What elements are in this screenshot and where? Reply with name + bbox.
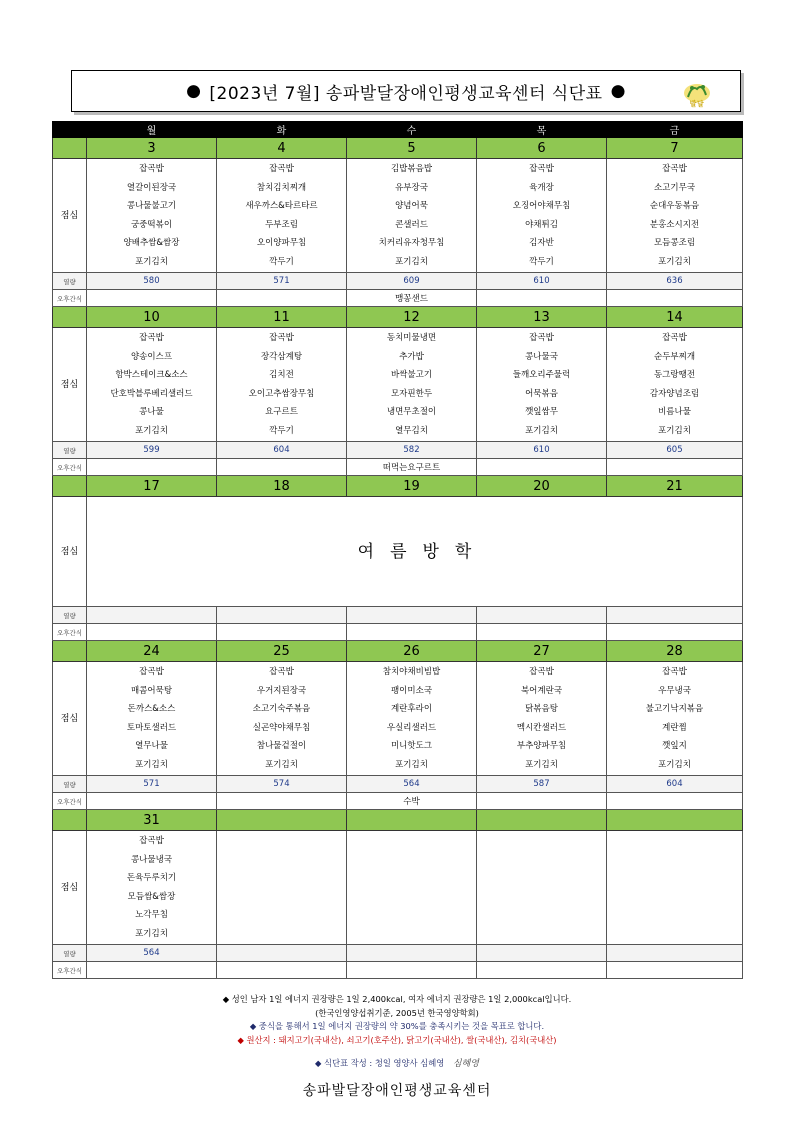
date-cell: 26 [347,641,477,662]
logo-text: 발달 [689,100,705,108]
menu-item: 요구르트 [265,407,298,418]
menu-item: 양배추쌈&쌈장 [123,238,180,249]
menu-item: 단호박블루베리샐러드 [110,388,193,399]
lunch-menu-cell [347,831,477,945]
menu-item: 소고기무국 [653,182,696,193]
kcal-label: 열량 [53,945,87,962]
snack-cell [347,962,477,979]
menu-item: 야채튀김 [525,219,558,230]
menu-item: 두부조림 [265,219,298,230]
menu-item: 실곤약야채무침 [252,722,311,733]
snack-cell: 떠먹는요구르트 [347,459,477,476]
date-cell: 13 [477,307,607,328]
menu-item: 김자반 [529,238,554,249]
snack-cell [477,290,607,307]
date-cell: 28 [607,641,743,662]
lunch-menu-cell [607,328,743,442]
lunch-menu-cell [477,328,607,442]
kcal-cell: 582 [347,442,477,459]
menu-item: 모듬콩조림 [653,238,696,249]
kcal-cell: 580 [87,273,217,290]
menu-item: 북어계란국 [520,685,563,696]
snack-cell [477,624,607,641]
date-cell [347,810,477,831]
snack-cell [477,459,607,476]
menu-item: 들깨오리주물럭 [512,370,571,381]
lunch-label: 점심 [53,497,87,607]
menu-item: 잡곡밥 [662,667,687,677]
lunch-menu-cell [477,159,607,273]
menu-item: 순두부찌개 [653,351,696,362]
date-row-label [53,307,87,328]
snack-row [53,459,743,476]
date-row-label [53,138,87,159]
kcal-cell [87,607,217,624]
menu-item: 매콤어묵탕 [130,685,173,696]
menu-item: 냉면무초절이 [386,407,437,418]
snack-cell [217,459,347,476]
menu-item: 깻잎쌈무 [525,407,558,418]
kcal-row [53,273,743,290]
lunch-menu-cell [477,831,607,945]
menu-item: 불고기낙지볶음 [645,704,704,715]
date-cell: 7 [607,138,743,159]
snack-cell [477,962,607,979]
snack-cell [217,624,347,641]
menu-item: 참치야채비빔밥 [382,667,441,677]
kcal-cell [477,945,607,962]
lunch-label: 점심 [53,662,87,776]
lunch-menu-cell [607,662,743,776]
date-cell: 17 [87,476,217,497]
menu-item: 궁중떡볶이 [130,219,173,230]
date-cell: 4 [217,138,347,159]
date-cell: 6 [477,138,607,159]
vacation-notice: 여름방학 [87,497,743,607]
kcal-cell [217,945,347,962]
snack-cell [607,793,743,810]
menu-item: 콩나물냉국 [130,854,173,865]
menu-item: 깻잎지 [662,741,687,752]
menu-item: 우실리샐러드 [386,722,437,733]
menu-item: 장각삼계탕 [260,351,303,362]
weekday-header-row [53,122,743,138]
menu-item: 잡곡밥 [529,164,554,174]
lunch-menu-cell [477,662,607,776]
menu-item: 깍두기 [529,256,554,267]
kcal-row [53,607,743,624]
date-row [53,641,743,662]
snack-cell [87,962,217,979]
lunch-menu-cell [87,159,217,273]
kcal-cell: 587 [477,776,607,793]
menu-item: 참나물겉절이 [256,741,307,752]
kcal-row [53,442,743,459]
lunch-menu-cell [217,662,347,776]
author-line [0,1056,794,1069]
menu-item: 유부장국 [395,182,428,193]
lunch-menu-cell [217,159,347,273]
meal-plan-table [52,121,743,979]
menu-item: 포기김치 [135,425,168,436]
menu-item: 참치김치찌개 [256,182,307,193]
menu-item: 깍두기 [269,256,294,267]
date-row-label [53,810,87,831]
menu-item: 포기김치 [395,759,428,770]
menu-item: 치커리유자청무침 [378,238,445,249]
kcal-label: 열량 [53,776,87,793]
kcal-cell [217,607,347,624]
menu-item: 노각무침 [135,910,168,921]
snack-row [53,793,743,810]
lunch-label: 점심 [53,328,87,442]
menu-item: 육개장 [529,182,554,193]
menu-item: 잡곡밥 [269,667,294,677]
snack-row [53,962,743,979]
snack-cell: 맹꽁샌드 [347,290,477,307]
date-cell: 27 [477,641,607,662]
menu-item: 콘샐러드 [395,219,428,230]
note-source: (한국인영양섭취기준, 2005년 한국영양학회) [315,1007,479,1018]
menu-item: 잡곡밥 [269,333,294,343]
menu-item: 콩나물국 [525,351,558,362]
snack-label: 오후간식 [53,290,87,307]
snack-cell [87,459,217,476]
kcal-cell: 609 [347,273,477,290]
note-origin: ◆ 원산지 : 돼지고기(국내산), 쇠고기(호주산), 닭고기(국내산), 쌀(국내산), 김치(국내산) [237,1034,557,1045]
menu-item: 돈육두루치기 [126,873,177,884]
date-row [53,138,743,159]
date-cell [477,810,607,831]
kcal-cell: 574 [217,776,347,793]
menu-item: 깍두기 [269,425,294,436]
menu-item: 어묵볶음 [525,388,558,399]
menu-item: 잡곡밥 [662,164,687,174]
note-goal: ◆ 중식을 통해서 1일 에너지 권장량의 약 30%를 충족시키는 것을 목표로 합니다. [249,1021,545,1031]
kcal-label: 열량 [53,442,87,459]
menu-item: 동그랑땡전 [653,370,696,381]
menu-item: 양송이스프 [130,351,173,362]
date-cell [607,810,743,831]
snack-cell [607,962,743,979]
menu-item: 콩나물 [139,407,164,418]
kcal-cell [347,607,477,624]
menu-item: 함박스테이크&소스 [115,370,188,381]
menu-item: 잡곡밥 [529,333,554,343]
menu-item: 포기김치 [525,759,558,770]
snack-cell [607,459,743,476]
signature: 심혜영 [452,1059,479,1069]
snack-label: 오후간식 [53,459,87,476]
menu-item: 닭볶음탕 [525,704,558,715]
date-row [53,810,743,831]
kcal-cell: 564 [87,945,217,962]
kcal-row [53,945,743,962]
lunch-row [53,662,743,776]
lunch-row [53,328,743,442]
menu-item: 계란후라이 [390,704,433,715]
menu-item: 열무나물 [135,741,168,752]
snack-cell [87,290,217,307]
menu-item: 비름나물 [658,407,691,418]
snack-label: 오후간식 [53,793,87,810]
date-cell: 12 [347,307,477,328]
menu-item: 분홍소시지전 [649,219,700,230]
menu-item: 팽이미소국 [390,685,433,696]
weekday-cell: 화 [217,122,347,138]
date-cell: 11 [217,307,347,328]
center-logo [680,76,714,108]
menu-item: 소고기숙주볶음 [252,704,311,715]
menu-item: 계란찜 [662,722,687,733]
kcal-cell [347,945,477,962]
lunch-menu-cell [87,831,217,945]
date-row-label [53,476,87,497]
lunch-menu-cell [347,662,477,776]
title-bullet-right: ● [610,81,626,101]
menu-item: 돈까스&소스 [127,704,176,715]
kcal-cell: 571 [87,776,217,793]
lunch-row [53,497,743,607]
menu-item: 포기김치 [135,256,168,267]
snack-cell [607,624,743,641]
lunch-row [53,159,743,273]
menu-item: 잡곡밥 [529,667,554,677]
menu-item: 잡곡밥 [139,333,164,343]
menu-item: 새우까스&타르타르 [245,201,318,212]
kcal-label: 열량 [53,273,87,290]
menu-item: 포기김치 [658,256,691,267]
date-cell: 24 [87,641,217,662]
author-text: ◆ 식단표 작성 : 청일 영양사 심혜영 [315,1058,445,1068]
menu-item: 양념어묵 [395,201,428,212]
snack-cell [347,624,477,641]
menu-item: 포기김치 [265,759,298,770]
menu-item: 포기김치 [135,759,168,770]
menu-item: 우거지된장국 [256,685,307,696]
date-row [53,307,743,328]
snack-cell [217,962,347,979]
lunch-menu-cell [347,328,477,442]
snack-cell [87,624,217,641]
date-cell: 14 [607,307,743,328]
menu-item: 모듬쌈&쌈장 [127,891,176,902]
kcal-cell [607,607,743,624]
menu-item: 멕시칸샐러드 [516,722,567,733]
kcal-cell: 604 [607,776,743,793]
date-cell: 25 [217,641,347,662]
menu-item: 추가밥 [399,351,424,362]
weekday-cell: 금 [607,122,743,138]
kcal-cell: 605 [607,442,743,459]
date-row-label [53,641,87,662]
lunch-menu-cell [347,159,477,273]
notes [0,993,794,1047]
menu-item: 잡곡밥 [662,333,687,343]
snack-row [53,290,743,307]
date-cell: 10 [87,307,217,328]
menu-item: 잡곡밥 [139,836,164,846]
weekday-cell: 수 [347,122,477,138]
snack-row [53,624,743,641]
menu-item: 잡곡밥 [139,164,164,174]
date-cell: 3 [87,138,217,159]
lunch-menu-cell [607,831,743,945]
menu-item: 포기김치 [395,256,428,267]
menu-item: 부추양파무침 [516,741,567,752]
date-cell: 21 [607,476,743,497]
kcal-cell: 636 [607,273,743,290]
menu-item: 바싹불고기 [390,370,433,381]
menu-item: 오이양파무침 [256,238,307,249]
menu-item: 포기김치 [658,759,691,770]
date-cell: 19 [347,476,477,497]
corner-cell [53,122,87,138]
menu-item: 포기김치 [135,928,168,939]
page-title: [2023년 7월] 송파발달장애인평생교육센터 식단표 [209,83,603,104]
lunch-menu-cell [217,328,347,442]
menu-item: 오이고추쌈장무침 [248,388,315,399]
snack-cell: 수박 [347,793,477,810]
menu-item: 포기김치 [525,425,558,436]
lunch-menu-cell [217,831,347,945]
note-energy: ◆ 성인 남자 1일 에너지 권장량은 1일 2,400kcal, 여자 에너지 권장량은 1일 2,000kcal입니다. [222,994,572,1004]
lunch-label: 점심 [53,831,87,945]
menu-item: 미니핫도그 [390,741,433,752]
menu-item: 포기김치 [658,425,691,436]
menu-item: 김밥볶음밥 [390,164,433,174]
kcal-cell: 599 [87,442,217,459]
weekday-cell: 월 [87,122,217,138]
snack-cell [217,793,347,810]
kcal-cell: 610 [477,442,607,459]
lunch-label: 점심 [53,159,87,273]
menu-item: 콩나물불고기 [126,201,177,212]
kcal-row [53,776,743,793]
snack-cell [87,793,217,810]
menu-item: 토마토샐러드 [126,722,177,733]
date-row [53,476,743,497]
date-cell: 5 [347,138,477,159]
snack-cell [607,290,743,307]
kcal-label: 열량 [53,607,87,624]
date-cell: 18 [217,476,347,497]
snack-cell [477,793,607,810]
lunch-menu-cell [607,159,743,273]
weekday-cell: 목 [477,122,607,138]
kcal-cell: 571 [217,273,347,290]
menu-item: 오징어야채무침 [512,201,571,212]
menu-item: 열갈이된장국 [126,182,177,193]
title-bullet-left: ● [186,81,202,101]
kcal-cell: 564 [347,776,477,793]
kcal-cell: 610 [477,273,607,290]
menu-item: 동치미물냉면 [386,333,437,343]
date-cell: 31 [87,810,217,831]
lunch-menu-cell [87,662,217,776]
menu-item: 감자양념조림 [649,388,700,399]
menu-item: 열무김치 [395,425,428,436]
kcal-cell: 604 [217,442,347,459]
kcal-cell [477,607,607,624]
lunch-row [53,831,743,945]
lunch-menu-cell [87,328,217,442]
snack-cell [217,290,347,307]
menu-item: 모자핀한두 [390,388,433,399]
snack-label: 오후간식 [53,624,87,641]
menu-item: 순대우동볶음 [649,201,700,212]
footer-center-name: 송파발달장애인평생교육센터 [302,1083,492,1099]
snack-label: 오후간식 [53,962,87,979]
menu-item: 김치전 [269,370,294,381]
menu-item: 잡곡밥 [269,164,294,174]
date-cell: 20 [477,476,607,497]
kcal-cell [607,945,743,962]
menu-item: 잡곡밥 [139,667,164,677]
title-box [71,70,741,112]
date-cell [217,810,347,831]
menu-item: 우무냉국 [658,685,691,696]
